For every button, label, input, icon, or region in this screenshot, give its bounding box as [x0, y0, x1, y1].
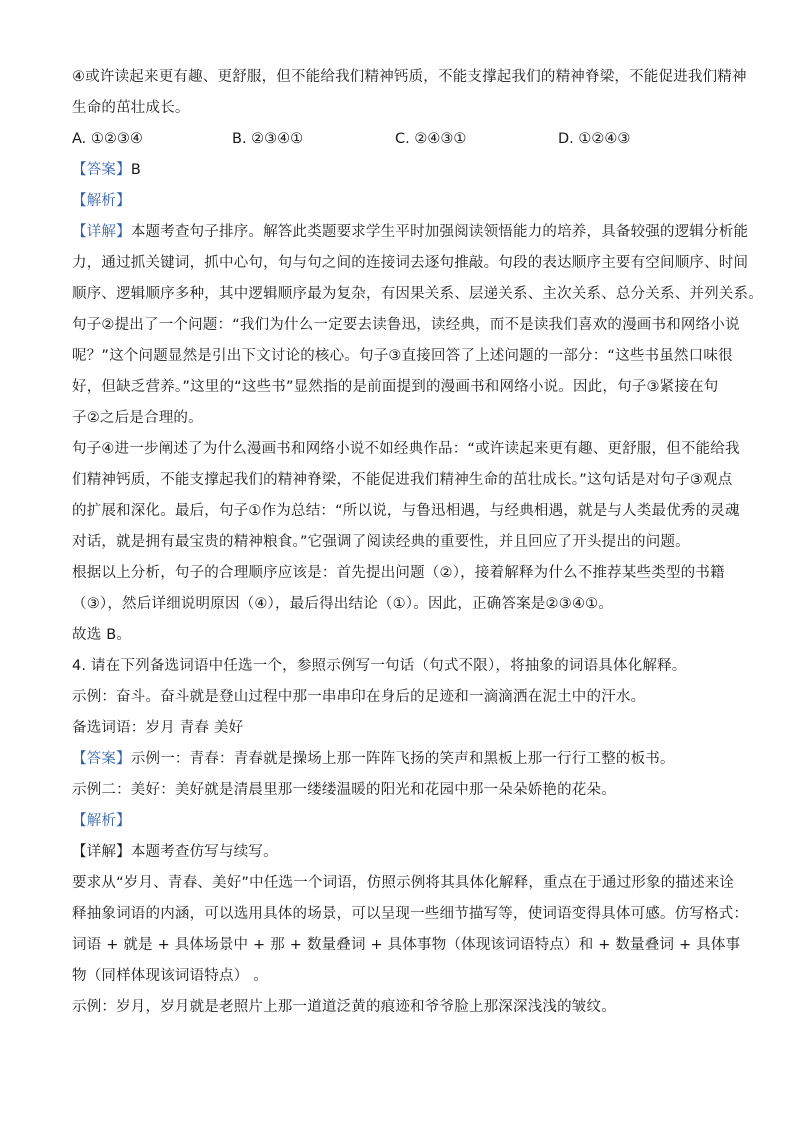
- option-c: C. ②④③①: [395, 131, 467, 147]
- detail-tag: 【详解】: [72, 224, 131, 240]
- answer-4-tag: 【答案】: [72, 751, 131, 767]
- answer-4-text-1: 示例一：青春：青春就是操场上那一阵阵飞扬的笑声和黑板上那一行行工整的板书。: [130, 751, 675, 767]
- answer-4-line-2: 示例二：美好：美好就是清晨里那一缕缕温暖的阳光和花园中那一朵朵娇艳的花朵。: [72, 782, 616, 798]
- analysis-line: [72, 186, 732, 217]
- answer-options: [72, 124, 732, 155]
- detail-para2-line-3: 好，但缺乏营养。”这里的“这些书”显然指的是前面提到的漫画书和网络小说。因此，句子③紧接在句: [72, 379, 719, 395]
- question-4-example: 示例：奋斗。奋斗就是登山过程中那一串串印在身后的足迹和一滴滴洒在泥土中的汗水。: [72, 689, 646, 705]
- detail-4-line-4: 词语 + 就是 + 具体场景中 + 那 + 数量叠词 + 具体事物（体现该词语特点）和 + 数量叠词 + 具体事: [72, 937, 741, 953]
- detail-4-line-2: 要求从“岁月、青春、美好”中任选一个词语，仿照示例将其具体化解释，重点在于通过形象的描述来诠: [72, 875, 735, 891]
- option-4-text-line-1: ④或许读起来更有趣、更舒服，但不能给我们精神钙质，不能支撑起我们的精神脊梁，不能促进我们精神: [72, 69, 747, 85]
- detail-4-text-1: 本题考查仿写与续写。: [130, 844, 278, 860]
- answer-line: [72, 155, 732, 186]
- detail-line-1: [72, 217, 749, 248]
- detail-para4-line-2: （③），然后详细说明原因（④），最后得出结论（①）。因此，正确答案是②③④①。: [72, 596, 614, 612]
- detail-para3-line-2: 们精神钙质，不能支撑起我们的精神脊梁，不能促进我们精神生命的茁壮成长。”这句话是对句子③观点: [72, 472, 733, 488]
- analysis-4-tag: 【解析】: [72, 813, 131, 829]
- detail-4-tag: 【详解】: [72, 844, 131, 860]
- analysis-tag: 【解析】: [72, 193, 131, 209]
- option-4-text-line-2: 生命的茁壮成长。: [72, 100, 190, 116]
- detail-line-3: 顺序、逻辑顺序多种，其中逻辑顺序最为复杂，有因果关系、层递关系、主次关系、总分关系、并列关系。: [72, 286, 763, 302]
- detail-4-line-1: [72, 837, 732, 868]
- detail-para2-line-1: 句子②提出了一个问题：“我们为什么一定要去读鲁迅，读经典，而不是读我们喜欢的漫画书和网络小说: [72, 317, 740, 333]
- document-page: [72, 62, 763, 1023]
- detail-para2-line-4: 子②之后是合理的。: [72, 410, 203, 426]
- detail-para3-line-3: 的扩展和深化。最后，句子①作为总结：“所以说，与鲁迅相遇，与经典相遇，就是与人类最优秀的灵魂: [72, 503, 740, 519]
- detail-4-line-6: 示例：岁月，岁月就是老照片上那一道道泛黄的痕迹和爷爷脸上那深深浅浅的皱纹。: [72, 999, 616, 1015]
- option-a: A. ①②③④: [72, 131, 143, 147]
- detail-para4-line-1: 根据以上分析，句子的合理顺序应该是：首先提出问题（②），接着解释为什么不推荐某些类型的书籍: [72, 565, 725, 581]
- detail-line-2: 力，通过抓关键词，抓中心句，句与句之间的连接词去逐句推敲。句段的表达顺序主要有空间顺序、时间: [72, 255, 749, 271]
- answer-tag: 【答案】: [72, 162, 131, 178]
- detail-para2-line-2: 呢？”这个问题显然是引出下文讨论的核心。句子③直接回答了上述问题的一部分：“这些书虽然口味很: [72, 348, 733, 364]
- answer-4-line-1: [72, 744, 732, 775]
- option-b: B. ②③④①: [232, 131, 304, 147]
- answer-value: B: [130, 162, 141, 178]
- conclusion-line: 故选 B。: [72, 627, 132, 643]
- detail-text-1: 本题考查句子排序。解答此类题要求学生平时加强阅读领悟能力的培养，具备较强的逻辑分析能: [130, 224, 749, 240]
- question-4-options: 备选词语：岁月 青春 美好: [72, 720, 244, 736]
- question-4-prompt: 4. 请在下列备选词语中任选一个，参照示例写一句话（句式不限），将抽象的词语具体化解释。: [72, 658, 687, 674]
- detail-4-line-3: 释抽象词语的内涵，可以选用具体的场景，可以呈现一些细节描写等，使词语变得具体可感。仿写格式：: [72, 906, 749, 922]
- detail-para3-line-1: 句子④进一步阐述了为什么漫画书和网络小说不如经典作品：“或许读起来更有趣、更舒服，但不能给我: [72, 441, 740, 457]
- analysis-4-line: [72, 806, 732, 837]
- option-d: D. ①②④③: [558, 131, 631, 147]
- detail-para3-line-4: 对话，就是拥有最宝贵的精神粮食。”它强调了阅读经典的重要性，并且回应了开头提出的问题。: [72, 534, 690, 550]
- detail-4-line-5: 物（同样体现该词语特点） 。: [72, 968, 268, 984]
